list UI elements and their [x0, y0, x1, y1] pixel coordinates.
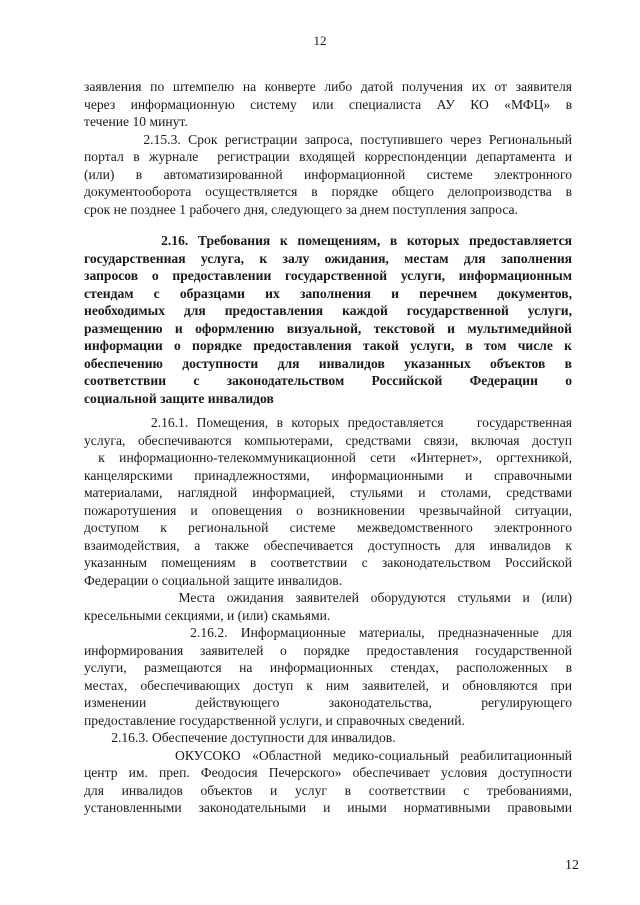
text-line: портал в журнале регистрации входящей корреспонденции департамента и: [84, 149, 572, 164]
text-line: обеспечению доступности для инвалидов указанных объектов в: [84, 355, 572, 371]
paragraph-block: [84, 414, 572, 817]
section-heading: [84, 232, 572, 407]
text-line: установленными законодательными и иными нормативными правовыми: [84, 800, 572, 815]
text-line: Федерации о социальной защите инвалидов.: [84, 572, 343, 588]
text-line: пожаротушения и оповещения о возникновении чрезвычайной ситуации,: [84, 502, 572, 518]
text-line: доступом к региональной системе межведомственного электронного: [84, 520, 572, 535]
text-line: запросов о предоставлении государственной услуги, информационным: [84, 268, 572, 283]
text-line: 2.16.3. Обеспечение доступности для инвалидов.: [84, 730, 396, 745]
text-line: для инвалидов объектов и услуг в соответствии с требованиями,: [84, 782, 572, 798]
text-line: ОКУСОКО «Областной медико-социальный реабилитационный: [84, 747, 572, 763]
text-line: стендам с образцами их заполнения и перечнем документов,: [84, 285, 572, 301]
text-line: взаимодействия, а также обеспечивается доступность для инвалидов к: [84, 537, 572, 553]
text-line: срок не позднее 1 рабочего дня, следующего за днем поступления запроса.: [84, 201, 518, 217]
text-line: размещению и оформлению визуальной, текстовой и мультимедийной: [84, 320, 572, 336]
text-line: изменении действующего законодательства, регулирующего: [84, 695, 572, 710]
page-number-bottom: 12: [565, 858, 579, 873]
text-line: 2.16.2. Информационные материалы, предназначенные для: [84, 625, 572, 640]
text-line: течение 10 минут.: [84, 114, 188, 129]
text-line: местах, обеспечивающих доступ к ним заявителей, и обновляются при: [84, 677, 572, 693]
text-line: соответствии с законодательством Российской Федерации о: [84, 373, 572, 388]
text-line: материалами, наглядной информацией, стульями и столами, средствами: [84, 485, 572, 500]
text-line: указанным помещениям в соответствии с законодательством Российской: [84, 555, 572, 570]
text-line: социальной защите инвалидов: [84, 390, 274, 406]
text-line: канцелярскими принадлежностями, информационными и справочными: [84, 467, 572, 483]
page-number-top: 12: [313, 33, 327, 48]
text-line: необходимых для предоставления каждой государственной услуги,: [84, 303, 572, 318]
text-line: информации о порядке предоставления такой услуги, в том числе к: [84, 338, 572, 353]
text-line: к информационно-телекоммуникационной сети «Интернет», оргтехникой,: [84, 450, 572, 465]
text-line: 2.16. Требования к помещениям, в которых предоставляется: [84, 233, 572, 248]
text-line: предоставление государственной услуги, и справочных сведений.: [84, 712, 465, 728]
text-line: государственная услуга, к залу ожидания, местам для заполнения: [84, 250, 572, 266]
text-line: документооборота осуществляется в порядке общего делопроизводства в: [84, 184, 572, 199]
text-line: (или) в автоматизированной информационной системе электронного: [84, 166, 572, 182]
text-line: 2.15.3. Срок регистрации запроса, поступившего через Региональный: [84, 131, 572, 147]
text-line: услуги, размещаются на информационных стендах, расположенных в: [84, 660, 572, 675]
text-line: услуга, обеспечиваются компьютерами, средствами связи, включая доступ: [84, 432, 572, 448]
text-line: кресельными секциями, и (или) скамьями.: [84, 607, 331, 623]
text-line: 2.16.1. Помещения, в которых предоставляется государственная: [84, 415, 572, 430]
text-line: информирования заявителей о порядке предоставления государственной: [84, 642, 572, 658]
text-line: центр им. преп. Феодосия Печерского» обеспечивает условия доступности: [84, 765, 572, 780]
text-line: Места ожидания заявителей оборудуются стульями и (или): [84, 590, 572, 605]
text-line: через информационную систему или специалиста АУ КО «МФЦ» в: [84, 96, 572, 112]
text-line: заявления по штемпелю на конверте либо датой получения их от заявителя: [84, 79, 572, 94]
paragraph-block: [84, 78, 572, 218]
